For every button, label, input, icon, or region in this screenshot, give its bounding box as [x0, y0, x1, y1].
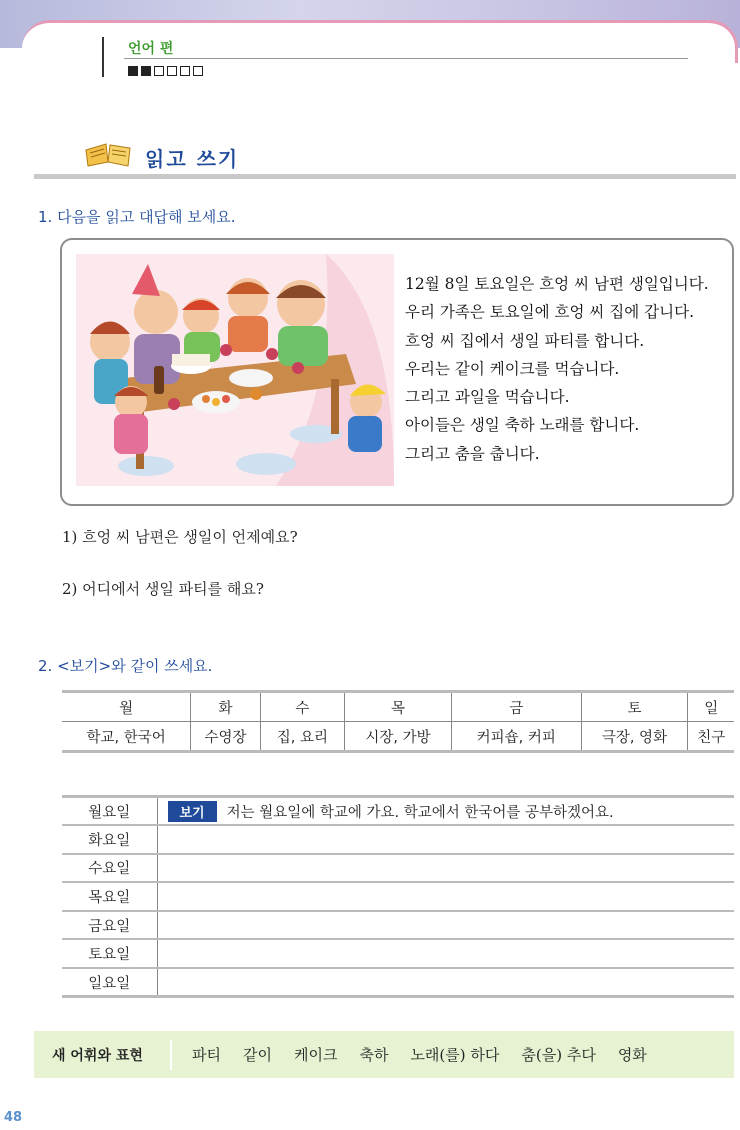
day-header: 금: [451, 692, 581, 722]
day-label: 수요일: [62, 854, 157, 883]
story-text: [405, 270, 709, 468]
day-header: 토: [581, 692, 688, 722]
sub-question-1: 1) 흐엉 씨 남편은 생일이 언제예요?: [62, 528, 298, 546]
schedule-cell: 시장, 가방: [345, 722, 452, 752]
vocab-word: 노래(를) 하다: [410, 1046, 500, 1064]
table-row: [62, 825, 734, 854]
table-row: [62, 854, 734, 883]
day-header: 수: [260, 692, 344, 722]
schedule-cell: 커피숍, 커피: [451, 722, 581, 752]
table-row: [62, 911, 734, 940]
page-number: 48: [4, 1110, 23, 1125]
answer-line[interactable]: [157, 882, 734, 911]
example-line: [157, 797, 734, 826]
vocabulary-list: [192, 1044, 647, 1065]
daily-writing-table: [62, 795, 734, 998]
story-line: 아이들은 생일 축하 노래를 합니다.: [405, 416, 640, 435]
story-line: 흐엉 씨 집에서 생일 파티를 합니다.: [405, 331, 645, 350]
vocab-word: 케이크: [293, 1046, 338, 1064]
vocab-word: 파티: [192, 1046, 221, 1064]
day-header: 월: [62, 692, 191, 722]
vocabulary-bar: [34, 1031, 734, 1078]
vocab-word: 춤(을) 추다: [521, 1046, 596, 1064]
weekly-schedule-table: [62, 690, 734, 753]
progress-square: [141, 66, 151, 76]
table-row: [62, 692, 734, 722]
day-label: 일요일: [62, 968, 157, 997]
example-badge: 보기: [168, 801, 217, 822]
schedule-cell: 집, 요리: [260, 722, 344, 752]
day-label: 화요일: [62, 825, 157, 854]
question-1-title: 1. 다음을 읽고 대답해 보세요.: [38, 208, 236, 226]
heading-divider: [34, 174, 736, 179]
progress-square: [154, 66, 164, 76]
table-row: [62, 968, 734, 997]
vocab-word: 축하: [359, 1046, 389, 1064]
day-label: 월요일: [62, 797, 157, 826]
table-row: [62, 722, 734, 752]
day-header: 목: [345, 692, 452, 722]
answer-line[interactable]: [157, 854, 734, 883]
progress-square: [180, 66, 190, 76]
birthday-party-illustration: [76, 254, 394, 486]
story-line: 그리고 과일을 먹습니다.: [405, 388, 570, 407]
story-line: 12월 8일 토요일은 흐엉 씨 남편 생일입니다.: [405, 275, 709, 293]
progress-square: [193, 66, 203, 76]
schedule-cell: 학교, 한국어: [62, 722, 191, 752]
answer-line[interactable]: [157, 911, 734, 940]
page-heading: 읽고 쓰기: [145, 147, 240, 171]
sub-question-2: 2) 어디에서 생일 파티를 해요?: [62, 580, 264, 598]
vocab-word: 영화: [617, 1046, 647, 1064]
answer-line[interactable]: [157, 825, 734, 854]
open-book-icon: [84, 142, 132, 168]
day-header: 화: [191, 692, 260, 722]
example-sentence: 저는 월요일에 학교에 가요. 학교에서 한국어를 공부하겠어요.: [226, 804, 614, 821]
section-title: 언어 편: [128, 41, 174, 57]
table-row: [62, 882, 734, 911]
story-line: 우리 가족은 토요일에 흐엉 씨 집에 갑니다.: [405, 303, 695, 322]
section-divider: [124, 58, 688, 59]
table-row: [62, 939, 734, 968]
day-label: 금요일: [62, 911, 157, 940]
answer-line[interactable]: [157, 968, 734, 997]
vocab-word: 같이: [242, 1046, 272, 1064]
progress-square: [167, 66, 177, 76]
section-marker: [102, 37, 104, 77]
vocabulary-label: 새 어휘와 표현: [52, 1047, 143, 1064]
story-line: 그리고 춤을 춥니다.: [405, 444, 540, 463]
table-row: [62, 797, 734, 826]
progress-squares: [128, 66, 203, 76]
vocabulary-divider: [170, 1040, 172, 1070]
day-label: 토요일: [62, 939, 157, 968]
progress-square: [128, 66, 138, 76]
question-2-title: 2. <보기>와 같이 쓰세요.: [38, 657, 213, 675]
schedule-cell: 극장, 영화: [581, 722, 688, 752]
day-header: 일: [688, 692, 734, 722]
schedule-cell: 친구: [688, 722, 734, 752]
answer-line[interactable]: [157, 939, 734, 968]
day-label: 목요일: [62, 882, 157, 911]
story-line: 우리는 같이 케이크를 먹습니다.: [405, 359, 620, 378]
schedule-cell: 수영장: [191, 722, 260, 752]
